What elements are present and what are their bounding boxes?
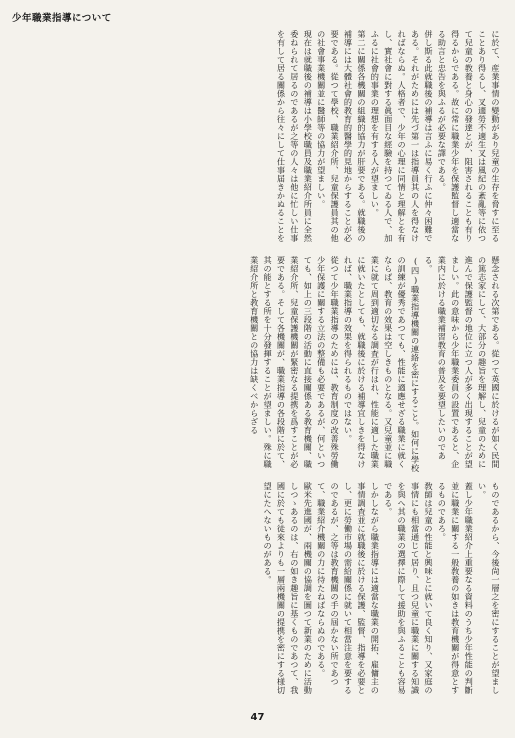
paragraph: 歐米先進國が、兩機關の協調を圖つて新業のために活動しつゝあるのは、右の如き趣旨に基くものであつて、我國に於ても徒來よりも一層兩機關の提携を密にする様切望にたへないものがある。 — [263, 482, 314, 695]
paragraph: 蓋し少年職業紹介上重要なる資料のうち少年性能の判斷並に職業に關する一般敎養の如きは教育機關が得意とするものであろ。 — [437, 482, 475, 695]
paragraph: 懸念される次第である。從つて英國に於けるが如く民間の篤志家にして、大部分の趣旨を理解し、兒童のために進んで保護監督の地位に立つ人が多く出現することが望ましい。此の意味から少年職業委員の設置であると、企業内に於ける職業補習教育の普及を要望したいのである。 — [423, 256, 501, 469]
page-number: 47 — [250, 712, 265, 723]
paragraph: 現在は就職後の補導は小學校職員及職業紹介所員に全然委ねられて居るのであるが之等の人々は他に忙しい仕事を有して居る關係から往々にして仕事届きかぬることを — [276, 30, 314, 243]
page-title: 少年職業指導について — [12, 13, 112, 24]
paragraph: に於て、産業事情の變動があり兒童の生存を脅すに至ることあり得るし、叉適勞不適生叉は風紀の紊亂等に依つて兒童の教養と身心の發達とが、阻害されることも有り得るからである。故に常に職業少年を保護監督し適當なる助言と忠告を與ふるが必要な譯である。 — [437, 30, 501, 243]
paragraph: (四)職業指導機關の連絡を密にすること。如何に學校の訓練が優秀であつても、性能に適應せざる職業に就くならば、教育の效果は空しきものとなる。又兒童並に職業に就て周到適切なる調査が行はれ、性能に適した職業に就いたとしても、就職後に於ける補導宜しきを得なければ、職業指導の效果を得られるものではない。 — [343, 256, 421, 473]
paragraph: 敎師は兒童の性能と興味とに就いて良く知り、又家庭の事情にも相當通じて居り、且つ兒童に職業に關する知識を與へ其の職業の選擇に際して援助を與ふることも容易である。 — [383, 482, 434, 695]
paragraph: ものであるから、今後尙一層之を密にすることが望ましい。 — [477, 482, 501, 695]
paragraph: 併し斯る此就職後の補導は言ふに易く行ふに仲々困難である。それがためには先づ第一は指導員其の人を得なければならぬ。人格者で、少年の心理に同情と理解とを有し、實社會に對する眞面目な經驗を持つてゐる人で、加ふるに社會的事業の理想を有する人が望ましい。 — [370, 30, 434, 243]
text-tier-bottom — [12, 482, 502, 700]
paragraph: しかしながら職業指導には適當な職業の開拓、雇傭主の事情調査並に就職後に於ける保護、監督、指導を必要とし、更に勞働市場の需給關係に就いて相當注意を要するのであるが、之等は教育機關の手の屆かない所であつて、職業紹介機關の力に待たねばならぬのである。 — [316, 482, 381, 695]
text-tier-top — [12, 30, 502, 248]
paragraph: 從つて少年職業指導のためには、教育制度の改善殊勞働少年保護に關する立法の整備も必要であるが、何といつても、如上の三段階の活動に直接關係ある教育機關、職業紹介所、兒童保護機關が緊密なる提携を爲すことが必要である。そして各機關が、職業指導の各段階に於て、其の能とする所を十分發揮することが望ましい。殊に職業紹介所と教育機關との協力は缺くべからざる — [249, 256, 341, 469]
paragraph: 第二に關係各機關の組織的協力が肝要である。就職後の補導には大體社會的教育的醫學的見地からすることが必要である。從つて學校、職業紹介所、兒童保護員其の他の社會事業機關並に醫師等の協力が望ましい。 — [316, 30, 367, 243]
text-tier-middle — [12, 256, 502, 474]
